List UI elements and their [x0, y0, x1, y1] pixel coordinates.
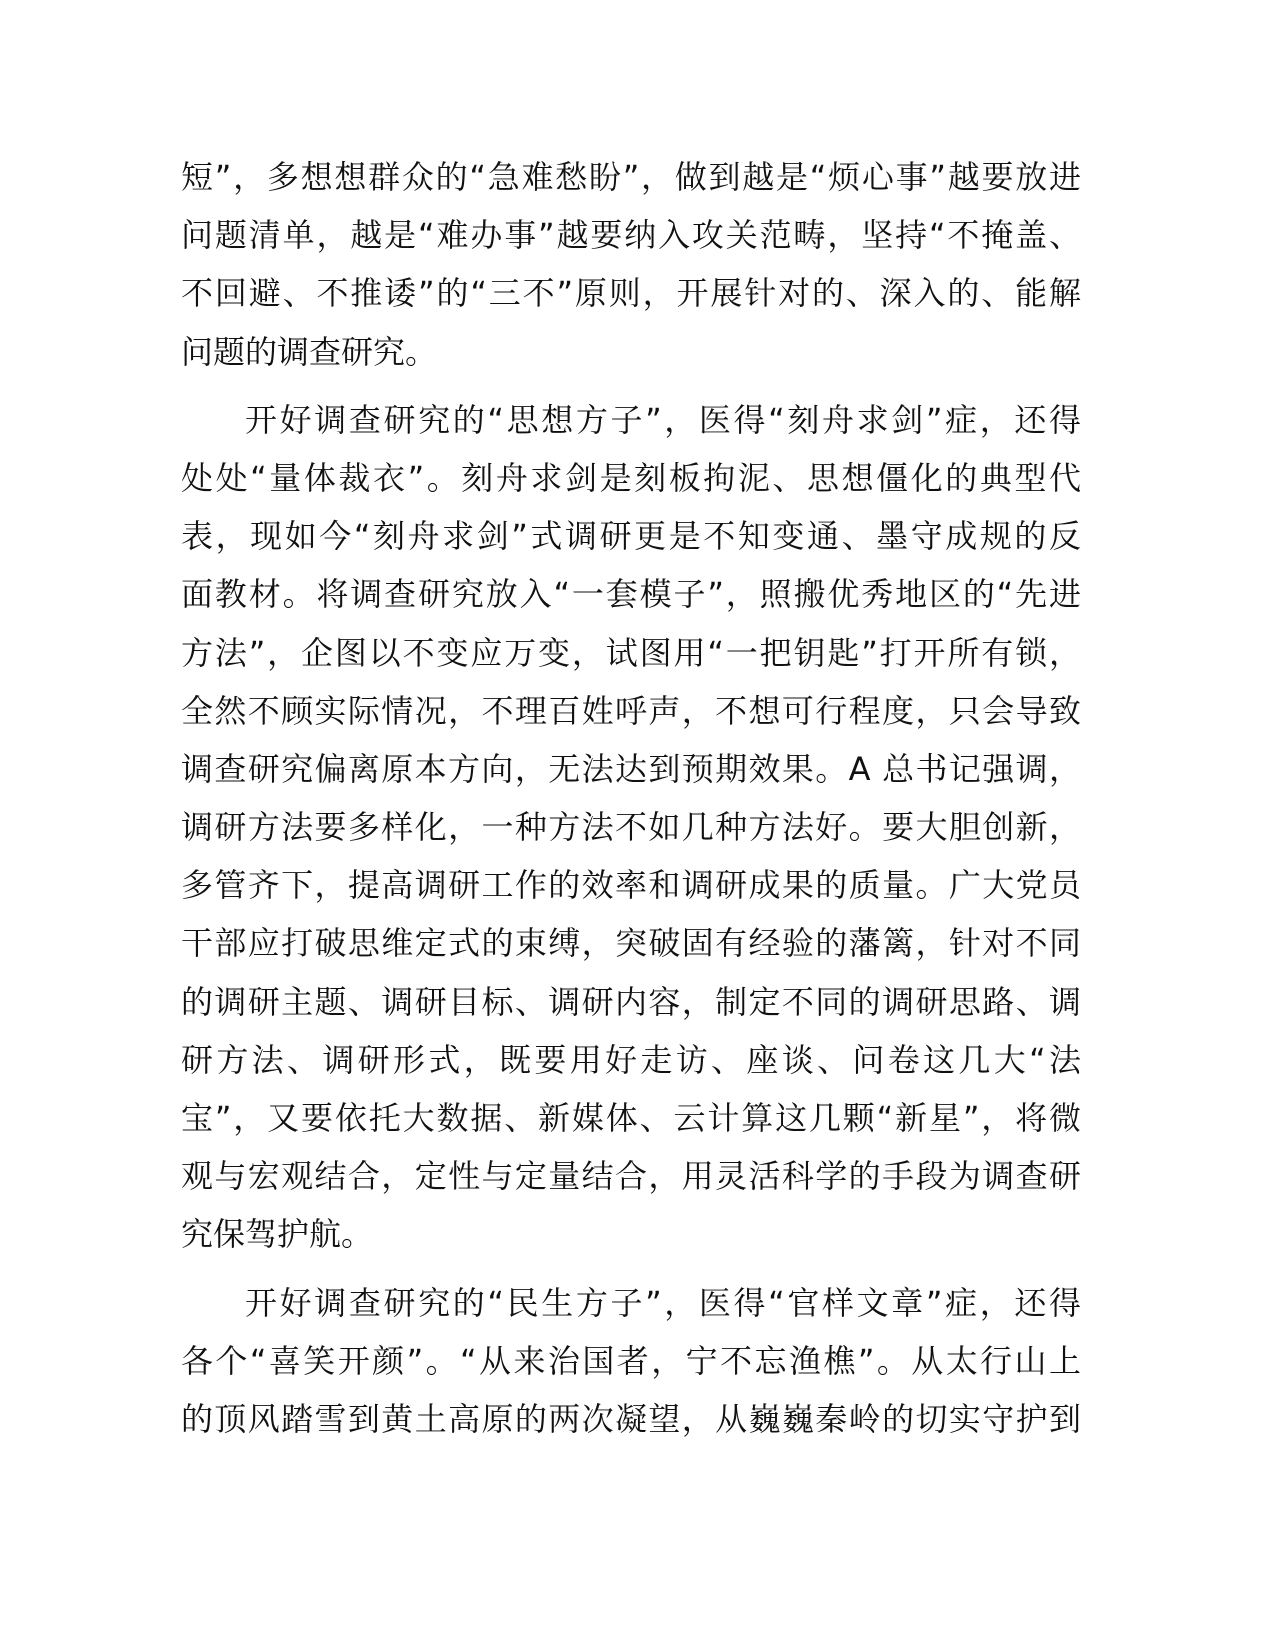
paragraph-2-line-6: 全然不顾实际情况，不理百姓呼声，不想可行程度，只会导致 — [181, 691, 1081, 730]
paragraph-2-line-1: 开好调查研究的“思想方子”，医得“刻舟求剑”症，还得 — [245, 400, 1081, 439]
paragraph-2-line-8: 调研方法要多样化，一种方法不如几种方法好。要大胆创新， — [181, 808, 1081, 847]
paragraph-1-line-2: 问题清单，越是“难办事”越要纳入攻关范畴，坚持“不掩盖、 — [181, 216, 1081, 255]
paragraph-2-line-5: 方法”，企图以不变应万变，试图用“一把钥匙”打开所有锁， — [181, 633, 1081, 672]
paragraph-2-line-15: 究保驾护航。 — [181, 1215, 374, 1254]
paragraph-1-line-1: 短”，多想想群众的“急难愁盼”，做到越是“烦心事”越要放进 — [181, 158, 1081, 196]
paragraph-gap — [181, 1264, 1081, 1274]
paragraph-1-line-4: 问题的调查研究。 — [181, 332, 438, 371]
paragraph-2-line-4: 面教材。将调查研究放入“一套模子”，照搬优秀地区的“先进 — [181, 575, 1081, 614]
paragraph-2-line-2: 处处“量体裁衣”。刻舟求剑是刻板拘泥、思想僵化的典型代 — [181, 458, 1081, 497]
paragraph-1-line-3: 不回避、不推诿”的“三不”原则，开展针对的、深入的、能解 — [181, 274, 1081, 313]
paragraph-2-line-3: 表，现如今“刻舟求剑”式调研更是不知变通、墨守成规的反 — [181, 517, 1081, 556]
paragraph-2-line-11: 的调研主题、调研目标、调研内容，制定不同的调研思路、调 — [181, 982, 1081, 1021]
paragraph-2-line-13: 宝”，又要依托大数据、新媒体、云计算这几颗“新星”，将微 — [181, 1099, 1081, 1137]
paragraph-3-line-1: 开好调查研究的“民生方子”，医得“官样文章”症，还得 — [245, 1283, 1081, 1322]
paragraph-2-line-9: 多管齐下，提高调研工作的效率和调研成果的质量。广大党员 — [181, 866, 1081, 905]
paragraph-gap — [181, 381, 1081, 391]
paragraph-2-line-7: 调查研究偏离原本方向，无法达到预期效果。A 总书记强调， — [181, 749, 1081, 788]
paragraph-2-line-10: 干部应打破思维定式的束缚，突破固有经验的藩篱，针对不同 — [181, 924, 1081, 963]
paragraph-3-line-3: 的顶风踏雪到黄土高原的两次凝望，从巍巍秦岭的切实守护到 — [181, 1399, 1081, 1438]
paragraph-2-line-14: 观与宏观结合，定性与定量结合，用灵活科学的手段为调查研 — [181, 1157, 1081, 1196]
body-text — [181, 148, 1081, 1448]
paragraph-3-line-2: 各个“喜笑开颜”。“从来治国者，宁不忘渔樵”。从太行山上 — [181, 1341, 1081, 1380]
paragraph-2-line-12: 研方法、调研形式，既要用好走访、座谈、问卷这几大“法 — [181, 1040, 1081, 1079]
